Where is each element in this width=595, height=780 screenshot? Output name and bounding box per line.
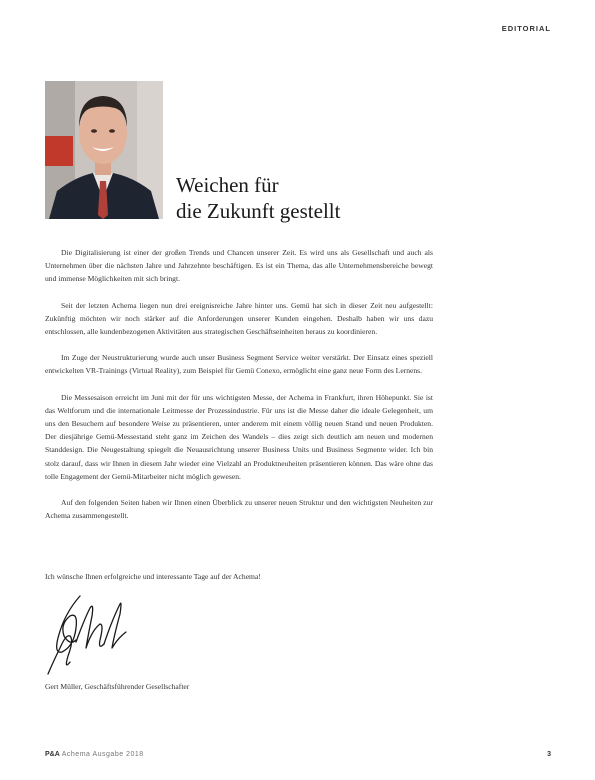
publication-name: P&A [45,751,60,758]
editorial-body [45,246,433,535]
headline-line-2: die Zukunft gestellt [176,199,341,223]
paragraph-5: Auf den folgenden Seiten haben wir Ihnen einen Überblick zu unserer neuen Struktur und den wichtigsten Neuheiten zur Achema zusammengestellt. [45,498,433,521]
closing-line: Ich wünsche Ihnen erfolgreiche und interessante Tage auf der Achema! [45,572,261,581]
editorial-headline [176,172,340,224]
paragraph-2: Seit der letzten Achema liegen nun drei ereignisreiche Jahre hinter uns. Gemü hat sich in dieser Zeit neu aufgestellt: Zukünftig möchten wir noch stärker auf die Anforderungen unserer Kunden eingehen. Deshalb haben wir uns dazu entschlossen, alle kundenbezogenen Aktivitäten aus strategischen Geschäftseinheiten heraus zu koordinieren. [45,300,433,337]
page-number: 3 [547,751,551,758]
portrait-illustration [45,81,163,219]
headline-line-1: Weichen für [176,173,279,197]
issue-label: Achema Ausgabe 2018 [61,751,144,758]
footer-publication [45,751,144,758]
paragraph-3: Im Zuge der Neustrukturierung wurde auch unser Business Segment Service weiter verstärkt. Der Einsatz eines speziell entwickelten VR-Trainings (Virtual Reality), zum Beispiel für Gemü Conexo, ermöglicht eine ganz neue Form des Lernens. [45,353,433,376]
paragraph-4: Die Messesaison erreicht im Juni mit der für uns wichtigsten Messe, der Achema in Frankfurt, ihren Höhepunkt. Sie ist das Weltforum und die internationale Leitmesse der Prozessindustrie. Für uns ist die Messe daher die ideale Gelegenheit, um uns den Besuchern auf besondere Weise zu präsentieren, unter anderem mit einem völlig neuen Stand und neuen Produkten. Der diesjährige Gemü-Messestand steht ganz im Zeichen des Wandels – dies zeigt sich deutlich am neuen und modernen Standdesign. Die Neugestaltung spiegelt die Neuausrichtung unserer Business Units und Business Segmente wider. Ich bin stolz darauf, dass wir Ihnen in diesem Jahr wieder eine Vielzahl an Produktneuheiten präsentieren können. Das wäre ohne das tolle Engagement der Gemü-Mitarbeiter nicht möglich gewesen. [45,392,433,481]
section-label: EDITORIAL [501,24,551,33]
signature-strokes [40,590,135,682]
handwritten-signature [40,590,135,682]
portrait-photo [45,81,163,219]
signer-name: Gert Müller, Geschäftsführender Gesellschafter [45,682,190,691]
paragraph-1: Die Digitalisierung ist einer der großen Trends und Chancen unserer Zeit. Es wird uns als Gesellschaft und auch als Unternehmen über die nächsten Jahre und Jahrzehnte beschäftigen. Es ist ein Thema, das alle Unternehmensbereiche bewegt und immense Möglichkeiten mit sich bringt. [45,248,433,284]
